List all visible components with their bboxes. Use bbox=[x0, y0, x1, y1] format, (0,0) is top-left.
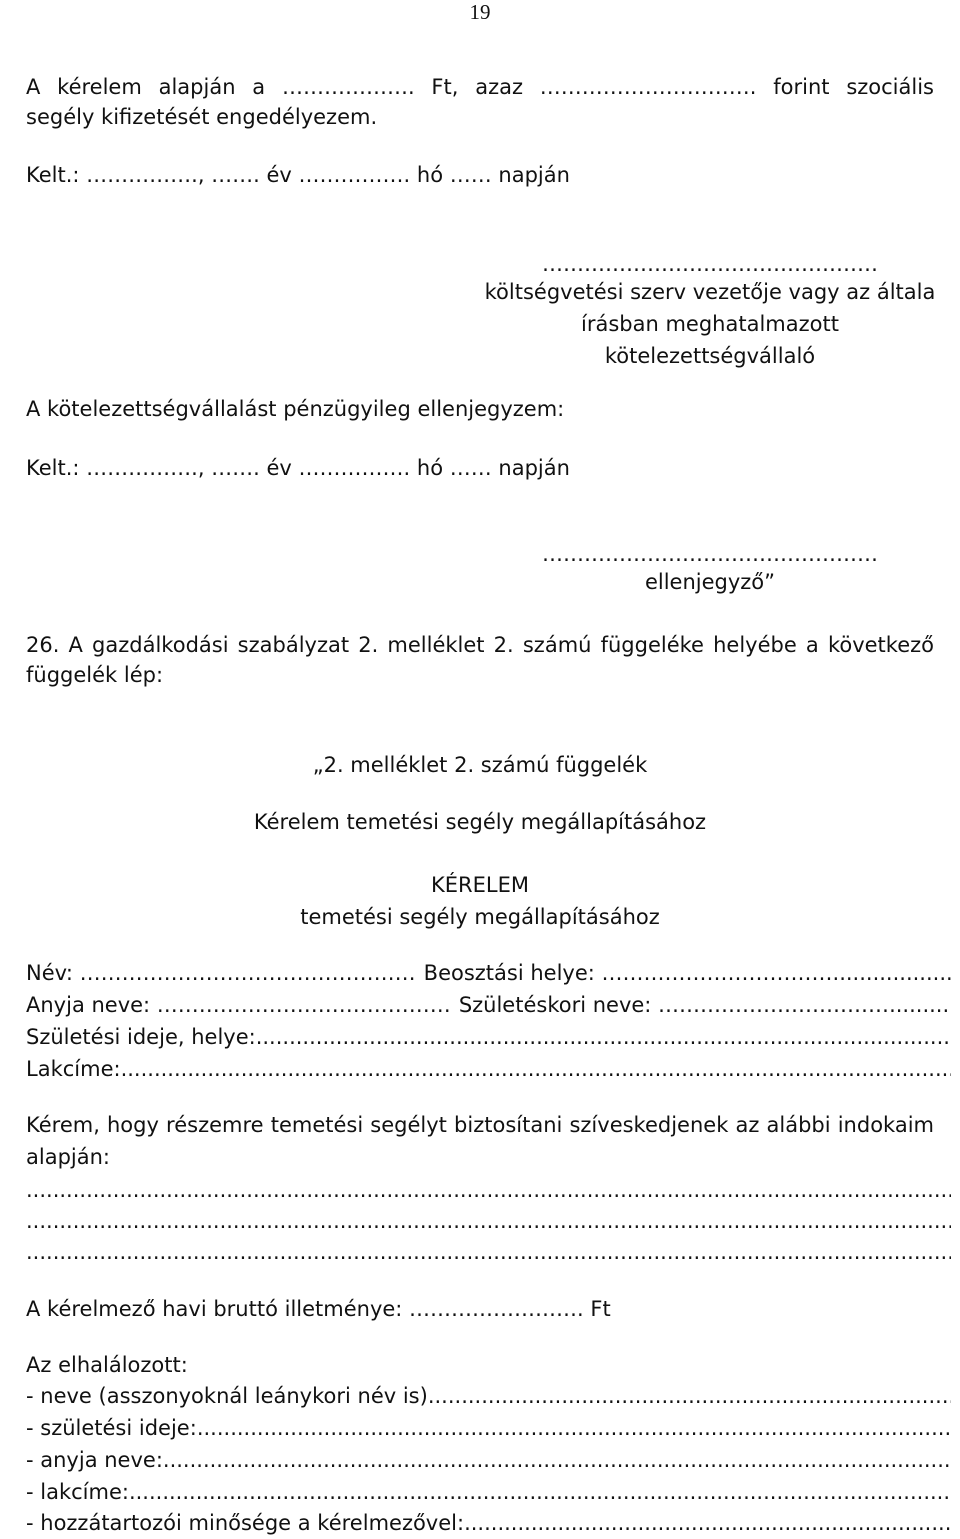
position-field-dots bbox=[833, 958, 951, 988]
deceased-address-dots bbox=[129, 1477, 951, 1507]
deceased-mother-name-dots bbox=[163, 1445, 951, 1475]
appendix-title: „2. melléklet 2. számú függelék bbox=[312, 753, 648, 777]
request-line-2: alapján: bbox=[26, 1145, 110, 1169]
signature-dots-1: ………………………………………… bbox=[542, 252, 878, 276]
form-subtitle: temetési segély megállapításához bbox=[300, 905, 660, 929]
signature-role-line-2: írásban meghatalmazott bbox=[581, 312, 839, 336]
countersign-label: A kötelezettségvállalást pénzügyileg ellenjegyzem: bbox=[26, 397, 565, 421]
approval-line-1: A kérelem alapján a ………………. Ft, azaz …………………………. forint szociális bbox=[26, 75, 934, 99]
deceased-row-address bbox=[26, 1477, 951, 1507]
applicant-row-2 bbox=[26, 990, 951, 1020]
deceased-row-relation bbox=[26, 1508, 951, 1538]
signature-role-line-3: kötelezettségvállaló bbox=[604, 344, 816, 368]
birth-date-place-field-dots bbox=[256, 1022, 951, 1052]
deceased-row-name bbox=[26, 1381, 951, 1411]
appendix-subtitle: Kérelem temetési segély megállapításához bbox=[253, 810, 707, 834]
birth-name-field-dots bbox=[889, 990, 951, 1020]
signature-dots-2: ………………………………………… bbox=[542, 542, 878, 566]
name-field-label: Név: ………………………………………… bbox=[26, 961, 416, 985]
reason-dotted-line-2 bbox=[26, 1206, 951, 1236]
signature-role-countersigner: ellenjegyző” bbox=[644, 570, 776, 594]
section-26-line-1: 26. A gazdálkodási szabályzat 2. melléklet 2. számú függeléke helyébe a következő bbox=[26, 633, 934, 657]
address-field-label: Lakcíme: bbox=[26, 1057, 121, 1081]
address-field-dots bbox=[121, 1054, 951, 1084]
deceased-name-dots bbox=[428, 1381, 951, 1411]
page-number: 19 bbox=[469, 0, 491, 24]
form-title: KÉRELEM bbox=[431, 873, 529, 897]
position-field-label: Beosztási helye: …………………………… bbox=[423, 961, 833, 985]
approval-dated-line: Kelt.: ……………., ……. év ……………. hó …… napján bbox=[26, 163, 570, 187]
reason-dotted-line-3 bbox=[26, 1237, 951, 1267]
section-26-line-2: függelék lép: bbox=[26, 663, 164, 687]
applicant-row-1 bbox=[26, 958, 951, 988]
countersign-dated-line: Kelt.: ……………., ……. év ……………. hó …… napján bbox=[26, 456, 570, 480]
deceased-relation-dots bbox=[464, 1508, 951, 1538]
birth-name-field-label: Születéskori neve: …………………………… bbox=[458, 993, 890, 1017]
applicant-row-3 bbox=[26, 1022, 951, 1052]
salary-line: A kérelmező havi bruttó illetménye: ……………………. Ft bbox=[26, 1297, 611, 1321]
deceased-mother-name-label: - anyja neve: bbox=[26, 1448, 163, 1472]
deceased-relation-label: - hozzátartozói minősége a kérelmezővel: bbox=[26, 1511, 465, 1535]
deceased-row-mother bbox=[26, 1445, 951, 1475]
mother-name-field-label: Anyja neve: …………………………………… bbox=[26, 993, 451, 1017]
deceased-row-birth bbox=[26, 1413, 951, 1443]
request-line-1: Kérem, hogy részemre temetési segélyt biztosítani szíveskedjenek az alábbi indokaim bbox=[26, 1113, 934, 1137]
deceased-birth-date-dots bbox=[197, 1413, 951, 1443]
applicant-row-4 bbox=[26, 1054, 951, 1084]
signature-role-line-1: költségvetési szerv vezetője vagy az általa bbox=[484, 280, 936, 304]
deceased-name-label: - neve (asszonyoknál leánykori név is) bbox=[26, 1384, 428, 1408]
deceased-heading: Az elhalálozott: bbox=[26, 1353, 188, 1377]
reason-dotted-line-1 bbox=[26, 1175, 951, 1205]
approval-line-2: segély kifizetését engedélyezem. bbox=[26, 105, 378, 129]
birth-date-place-field-label: Születési ideje, helye: bbox=[26, 1025, 256, 1049]
deceased-birth-date-label: - születési ideje: bbox=[26, 1416, 197, 1440]
deceased-address-label: - lakcíme: bbox=[26, 1480, 129, 1504]
